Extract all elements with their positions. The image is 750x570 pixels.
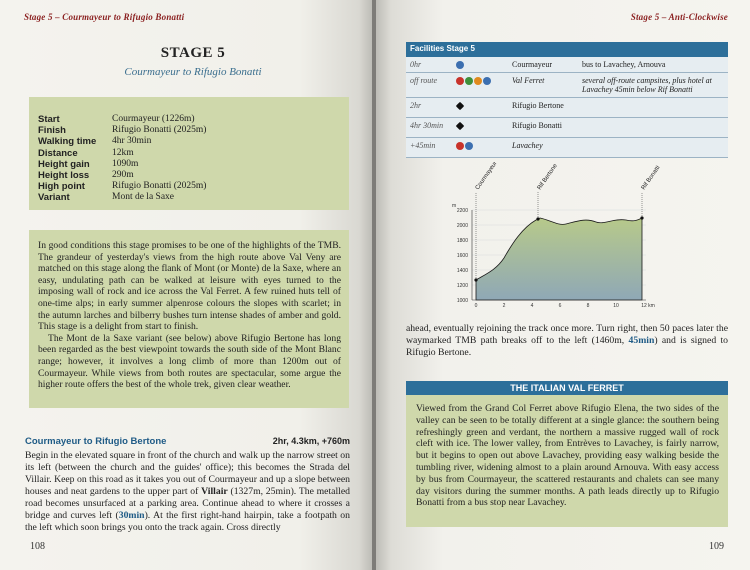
bus-icon [465,142,473,150]
running-head-right: Stage 5 – Anti-Clockwise [630,12,728,22]
text-run: ) and is signed to Rifugio Bertone. [406,335,728,358]
stat-key: Variant [38,192,70,204]
info-box [406,395,728,527]
page-number-right: 109 [709,541,724,552]
facilities-header: Facilities Stage 5 [406,42,728,57]
route-description [25,450,350,534]
y-tick-label: 1000 [456,298,468,304]
page-number-left: 108 [30,541,45,552]
bus-icon [483,77,491,85]
stat-value: 4hr 30min [112,136,152,147]
stat-row [38,114,206,125]
intro-paragraph: The Mont de la Saxe variant (see below) above Rifugio Bertone has long been regarded as the best viewpoint towards the south side of the Mont Blanc range; however, it involves a long climb of more than 1200m out of Courmayeur. While views from both routes are spectacular, some argue the higher route offers the best of the whole trek, given clear weather. [38,332,341,391]
facility-time: 4hr 30min [410,121,444,130]
stat-key: Finish [38,125,66,137]
stat-key: Distance [38,147,78,159]
facility-icons [456,141,474,150]
stat-row [38,159,206,170]
stat-row [38,181,206,192]
stat-row [38,170,206,181]
info-box-title: THE ITALIAN VAL FERRET [406,381,728,395]
left-page [0,0,374,570]
stat-key: Walking time [38,136,97,148]
facility-place: Rifugio Bertone [512,101,564,110]
stage-subtitle: Courmayeur to Rifugio Bonatti [124,66,262,78]
stat-value: Rifugio Bonatti (2025m) [112,125,207,136]
time-highlight: 45min [628,335,655,346]
y-tick-label: 1200 [456,283,468,289]
refuge-icon [456,102,464,110]
facility-icons [456,101,464,110]
stage-title: STAGE 5 [160,45,226,61]
text-run: Begin in the elevated square in front of the church and walk up the narrow street on its left (between the church and the guides' office); this becomes the Strada del Villair. Keep on this road as it takes you out of Courmayeur and up a slope between houses and neat gardens to the upper part of [25,450,350,497]
facility-place: Lavachey [512,141,543,150]
y-tick-label: 2000 [456,223,468,229]
x-tick-label: 12 km [641,303,655,309]
facility-time: off route [410,76,438,85]
text-run: ahead, eventually rejoining the track once more. Turn right, then 50 paces later the waymarked TMB path breaks off to the left (1460m, [406,323,728,346]
x-tick-label: 0 [474,303,478,309]
stage-stats-box [29,97,349,210]
bus-icon [456,61,464,69]
text-run: (1327m, 25min). The metalled road becomes unsurfaced at a parking area. Continue ahead to where it crosses a bridge and curves left ( [25,486,351,521]
waypoint-marker [474,278,477,281]
x-tick-label: 10 [613,303,619,309]
waypoint-marker [536,217,539,220]
campsite-icon [465,77,473,85]
facility-row [406,138,728,158]
stat-row [38,125,206,136]
facility-place: Val Ferret [512,76,545,85]
right-page [376,0,750,570]
stat-value: 1090m [112,158,139,169]
facility-note: several off-route campsites, plus hotel at Lavachey 45min below Rif Bonatti [582,76,712,94]
facility-time: +45min [410,141,436,150]
facility-row [406,73,728,98]
x-tick-label: 2 [502,303,506,309]
stat-value: Rifugio Bonatti (2025m) [112,181,207,192]
facility-row [406,57,728,73]
elevation-profile-svg [446,162,676,317]
y-tick-label: 1800 [456,238,468,244]
x-tick-label: 6 [558,303,562,309]
y-unit-label: m [452,203,457,209]
time-highlight: 30min [118,510,145,521]
stat-value: 12km [112,147,134,158]
facility-icons [456,60,465,69]
stat-key: Height loss [38,170,90,182]
stat-row [38,192,206,203]
section-title: Courmayeur to Rifugio Bertone [25,436,167,447]
stat-key: Height gain [38,158,90,170]
x-tick-label: 8 [586,303,590,309]
hotel-icon [456,77,464,85]
stat-row [38,148,206,159]
place-highlight: Villair [201,486,228,497]
facility-time: 0hr [410,60,422,69]
facility-icons [456,121,464,130]
info-box-text: Viewed from the Grand Col Ferret above Rifugio Elena, the two sides of the valley can be seen to be totally different at a single glance: the southern being refreshingly green and verdant, the northern a massive rugged wall of rock cleft with ice. The lower valley, from Entrèves to Lavachey, is fairly narrow, but it begins to open out above Lavachey, providing easy walking beside the tumbling river, widening almost to a plain around Arnouva. With easy access by bus from Courmayeur, the scattered restaurants and chalets can see many day visitors during the summer months. A path leads directly up to Rifugio Bonatti from a bus stop near Lavachey. [416,403,719,509]
stat-key: Start [38,114,60,125]
elevation-area [476,218,642,300]
section-meta: 2hr, 4.3km, +760m [272,436,350,446]
waypoint-label: Rif Bonatti [640,165,662,192]
facilities-table [406,42,728,158]
stat-value: Courmayeur (1226m) [112,114,195,124]
facility-row [406,98,728,118]
facility-place: Courmayeur [512,60,552,69]
stat-value: 290m [112,170,134,181]
x-tick-label: 4 [530,303,534,309]
refuge-icon [456,122,464,130]
waypoint-marker [640,216,643,219]
stage-stats-table [38,114,206,204]
food-icon [474,77,482,85]
waypoint-label: Courmayeur [474,162,499,192]
running-head-left: Stage 5 – Courmayeur to Rifugio Bonatti [24,12,185,22]
stat-key: High point [38,181,85,193]
intro-box [29,230,349,408]
facility-row [406,118,728,138]
intro-paragraph: In good conditions this stage promises to be one of the highlights of the TMB. The grandeur of yesterday's views from the high route above Val Veny are matched on this stage along the flank of Mont (or Monte) de la Saxe, where an easy, undulating path can be walked at leisure with eyes turned to the imposing wall of rock and ice across the Val Ferret. A few ruined huts tell of one-time alps; in early summer alpenrose colours the slopes with scarlet; in the autumn larches and bilberry bushes turn intense shades of amber and gold. This stage is a delight from start to finish. [38,240,341,333]
waypoint-label: Rif Bertone [536,163,559,192]
facility-note: bus to Lavachey, Arnouva [582,60,666,69]
text-run: ). At the first right-hand hairpin, take a footpath on the left which soon brings you onto the track again. Cross directly [25,510,350,533]
section-heading [25,436,350,447]
elevation-profile [446,162,676,317]
facility-place: Rifugio Bonatti [512,121,562,130]
stat-row [38,136,206,147]
facility-icons [456,76,492,85]
y-tick-label: 2200 [456,208,468,214]
y-tick-label: 1600 [456,253,468,259]
y-tick-label: 1400 [456,268,468,274]
route-description-continued [406,323,728,359]
facility-time: 2hr [410,101,422,110]
hotel-icon [456,142,464,150]
stat-value: Mont de la Saxe [112,192,175,203]
